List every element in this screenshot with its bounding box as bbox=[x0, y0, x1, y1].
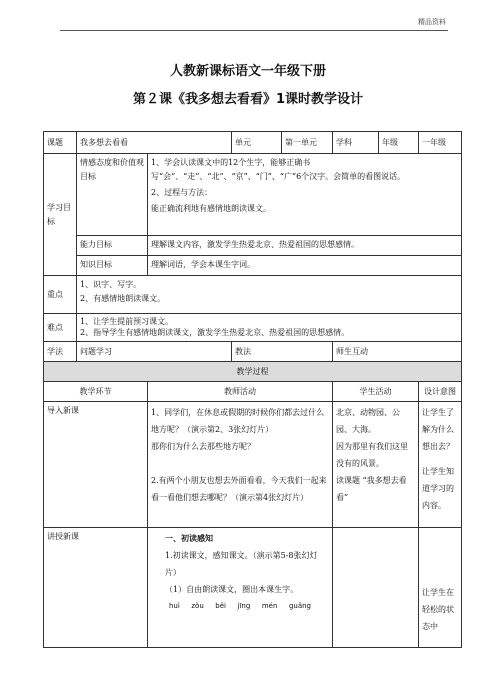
difficulty-line: 1、让学生提前预习课文。 bbox=[80, 317, 174, 326]
teach-teacher-line: 1.初读课文，感知课文。（演示第5-8张幻灯片） bbox=[165, 551, 318, 577]
knowledge-goal-label: 知识目标 bbox=[77, 256, 148, 276]
pinyin-row bbox=[151, 598, 329, 615]
key-point-line: 2、有感情地朗读课文。 bbox=[80, 294, 166, 303]
intro-phase: 导入新课 bbox=[44, 402, 148, 528]
key-points-text bbox=[77, 276, 462, 314]
goals-knowledge-row bbox=[44, 256, 462, 276]
learn-method-label: 学法 bbox=[44, 342, 77, 362]
header-tag: 精品资料 bbox=[418, 18, 446, 26]
emotion-goal-text bbox=[148, 154, 462, 236]
grade-value: 一年级 bbox=[419, 132, 462, 154]
process-header-row bbox=[44, 382, 462, 402]
intro-intent-line: 让学生知道学习的内容。 bbox=[422, 467, 454, 510]
col-student: 学生活动 bbox=[333, 382, 419, 402]
pinyin: jīng bbox=[237, 602, 251, 610]
difficulty-line: 2、指导学生有感情地朗读课文，激发学生热爱北京、热爱祖国的思想感情。 bbox=[80, 328, 350, 337]
topic-label: 课题 bbox=[44, 132, 77, 154]
ability-goal-text: 理解课文内容，激发学生热爱北京、热爱祖国的思想感情。 bbox=[148, 236, 462, 256]
document-title: 人教新课标语文一年级下册 bbox=[169, 64, 326, 79]
key-points-label: 重点 bbox=[44, 276, 77, 314]
process-title: 教学过程 bbox=[44, 362, 462, 382]
teach-method-value: 师生互动 bbox=[333, 342, 462, 362]
info-row bbox=[44, 132, 462, 154]
intro-intent bbox=[419, 402, 462, 528]
col-teacher: 教师活动 bbox=[148, 382, 333, 402]
method-row bbox=[44, 342, 462, 362]
key-point-line: 1、识字、写字。 bbox=[80, 280, 142, 289]
teach-teacher-line: （1）自由朗读课文，圈出本课生字。 bbox=[165, 585, 299, 594]
teach-teacher bbox=[148, 528, 333, 648]
difficulty-text bbox=[77, 314, 462, 342]
subject-label: 学科 bbox=[333, 132, 379, 154]
emotion-goal-label: 情感态度和价值观目标 bbox=[77, 154, 148, 236]
learn-method-value: 问题学习 bbox=[77, 342, 232, 362]
unit-value: 第一单元 bbox=[282, 132, 333, 154]
lesson-title: 第２课《我多想去看看》1课时教学设计 bbox=[132, 92, 364, 107]
intro-intent-line: 让学生了解为什么想出去？ bbox=[422, 408, 454, 451]
intro-student bbox=[333, 402, 419, 528]
teach-method-label: 教法 bbox=[232, 342, 333, 362]
teach-phase: 讲授新课 bbox=[44, 528, 148, 648]
teach-section-title: 一、初读感知 bbox=[165, 533, 213, 543]
emotion-line: 能正确流利地有感情地朗读课文。 bbox=[151, 204, 271, 213]
topic-value: 我多想去看看 bbox=[77, 132, 232, 154]
intro-row bbox=[44, 402, 462, 528]
teach-student bbox=[333, 528, 419, 648]
emotion-line: 2、过程与方法： bbox=[151, 188, 213, 197]
grade-label: 年级 bbox=[379, 132, 419, 154]
unit-label: 单元 bbox=[232, 132, 282, 154]
teach-intent: 让学生在轻松的状态中 bbox=[419, 528, 462, 648]
goals-emotion-row bbox=[44, 154, 462, 236]
intro-student-line: 读课题 “我多想去看看” bbox=[336, 476, 407, 502]
pinyin: mén bbox=[261, 602, 278, 610]
header-rule bbox=[60, 30, 448, 31]
emotion-line: 1、学会认读课文中的12个生字，能够正确书写“会”、“走”、“北”、“京”、“门”、“广”6个汉字。会简单的看图说话。 bbox=[151, 158, 406, 181]
process-title-row bbox=[44, 362, 462, 382]
intro-student-line: 北京、动物园、公园、大海。 bbox=[336, 408, 400, 434]
col-intent: 设计意图 bbox=[419, 382, 462, 402]
intro-teacher-line: 那你们为什么去那些地方呢？ bbox=[151, 442, 255, 451]
intro-teacher-line: 1、同学们，在休息或假期的时候你们都去过什么地方呢？（演示第2、3张幻灯片） bbox=[151, 408, 325, 434]
ability-goal-label: 能力目标 bbox=[77, 236, 148, 256]
col-phase: 教学环节 bbox=[44, 382, 148, 402]
intro-teacher bbox=[148, 402, 333, 528]
pinyin: běi bbox=[215, 602, 226, 610]
teach-row bbox=[44, 528, 462, 648]
goals-label: 学习目标 bbox=[44, 154, 77, 276]
goals-ability-row bbox=[44, 236, 462, 256]
lesson-plan-table bbox=[43, 131, 462, 648]
pinyin: guǎng bbox=[288, 602, 311, 610]
difficulty-label: 难点 bbox=[44, 314, 77, 342]
key-points-row bbox=[44, 276, 462, 314]
difficulty-row bbox=[44, 314, 462, 342]
intro-student-line: 因为那里有我们这里没有的风景。 bbox=[336, 442, 408, 468]
pinyin: huì bbox=[169, 602, 180, 610]
intro-teacher-line: 2.有两个小朋友也想去外面看看，今天我们一起来看一看他们想去哪呢？（演示第4张幻灯片） bbox=[151, 476, 327, 502]
knowledge-goal-text: 理解词语，学会本课生字词。 bbox=[148, 256, 462, 276]
pinyin: zǒu bbox=[191, 602, 204, 610]
